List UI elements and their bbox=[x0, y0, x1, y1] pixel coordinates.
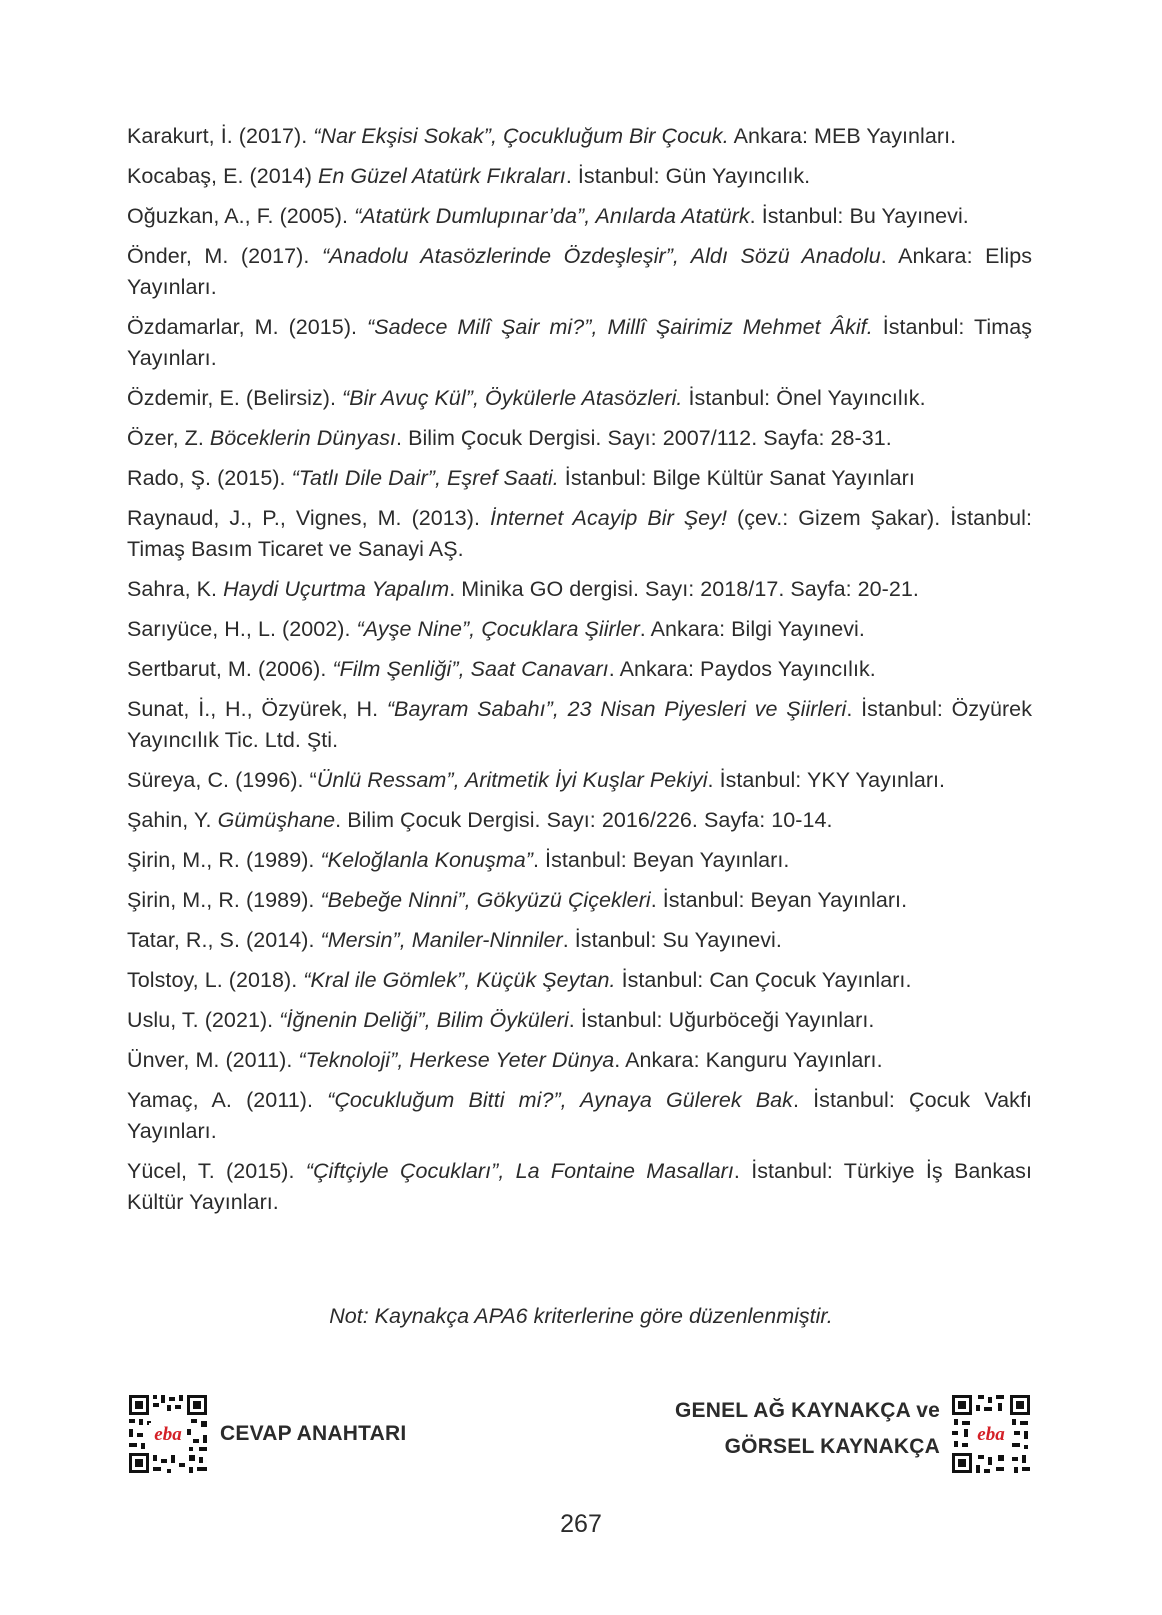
qr-code-icon bbox=[950, 1393, 1032, 1475]
reference-item: Raynaud, J., P., Vignes, M. (2013). İnternet Acayip Bir Şey! (çev.: Gizem Şakar). İstanbul: Timaş Basım Ticaret ve Sanayi AŞ. bbox=[127, 506, 1033, 561]
apa-note: Not: Kaynakça APA6 kriterlerine göre düzenlenmiştir. bbox=[329, 1304, 833, 1328]
page-number: 267 bbox=[560, 1510, 602, 1538]
qr-code-references[interactable] bbox=[950, 1393, 1032, 1475]
qr-code-icon bbox=[127, 1393, 209, 1475]
qr-code-answer-key[interactable] bbox=[127, 1393, 209, 1475]
reference-item: Sunat, İ., H., Özyürek, H. “Bayram Sabahı”, 23 Nisan Piyesleri ve Şiirleri. İstanbul: Özyürek Yayıncılık Tic. Ltd. Şti. bbox=[127, 697, 1032, 752]
reference-item: Şirin, M., R. (1989). “Bebeğe Ninni”, Gökyüzü Çiçekleri. İstanbul: Beyan Yayınları. bbox=[127, 888, 908, 912]
reference-item: Oğuzkan, A., F. (2005). “Atatürk Dumlupınar’da”, Anılarda Atatürk. İstanbul: Bu Yayınevi. bbox=[127, 204, 969, 228]
reference-item: Özdamarlar, M. (2015). “Sadece Milî Şair mi?”, Millî Şairimiz Mehmet Âkif. İstanbul: Timaş Yayınları. bbox=[127, 315, 1033, 370]
reference-item: Tatar, R., S. (2014). “Mersin”, Maniler-Ninniler. İstanbul: Su Yayınevi. bbox=[127, 928, 782, 952]
references-label[interactable] bbox=[675, 1393, 940, 1465]
reference-item: Yamaç, A. (2011). “Çocukluğum Bitti mi?”, Aynaya Gülerek Bak. İstanbul: Çocuk Vakfı Yayınları. bbox=[127, 1088, 1032, 1143]
references-label-line2: GÖRSEL KAYNAKÇA bbox=[724, 1435, 940, 1458]
eba-logo-icon: eba bbox=[977, 1424, 1005, 1445]
reference-item: Sahra, K. Haydi Uçurtma Yapalım. Minika GO dergisi. Sayı: 2018/17. Sayfa: 20-21. bbox=[127, 577, 919, 601]
reference-item: Karakurt, İ. (2017). “Nar Ekşisi Sokak”, Çocukluğum Bir Çocuk. Ankara: MEB Yayınları. bbox=[127, 124, 957, 148]
reference-item: Önder, M. (2017). “Anadolu Atasözlerinde Özdeşleşir”, Aldı Sözü Anadolu. Ankara: Elips Yayınları. bbox=[127, 244, 1032, 299]
eba-logo-icon: eba bbox=[154, 1424, 182, 1445]
reference-item: Sarıyüce, H., L. (2002). “Ayşe Nine”, Çocuklara Şiirler. Ankara: Bilgi Yayınevi. bbox=[127, 617, 865, 641]
reference-item: Süreya, C. (1996). “Ünlü Ressam”, Aritmetik İyi Kuşlar Pekiyi. İstanbul: YKY Yayınları. bbox=[127, 768, 946, 792]
reference-item: Özdemir, E. (Belirsiz). “Bir Avuç Kül”, Öykülerle Atasözleri. İstanbul: Önel Yayıncılık. bbox=[127, 386, 926, 410]
reference-item: Özer, Z. Böceklerin Dünyası. Bilim Çocuk Dergisi. Sayı: 2007/112. Sayfa: 28-31. bbox=[127, 426, 892, 450]
reference-item: Şahin, Y. Gümüşhane. Bilim Çocuk Dergisi. Sayı: 2016/226. Sayfa: 10-14. bbox=[127, 808, 833, 832]
reference-item: Tolstoy, L. (2018). “Kral ile Gömlek”, Küçük Şeytan. İstanbul: Can Çocuk Yayınları. bbox=[127, 968, 912, 992]
reference-item: Sertbarut, M. (2006). “Film Şenliği”, Saat Canavarı. Ankara: Paydos Yayıncılık. bbox=[127, 657, 876, 681]
reference-item: Rado, Ş. (2015). “Tatlı Dile Dair”, Eşref Saati. İstanbul: Bilge Kültür Sanat Yayınları bbox=[127, 466, 915, 490]
reference-item: Ünver, M. (2011). “Teknoloji”, Herkese Yeter Dünya. Ankara: Kanguru Yayınları. bbox=[127, 1048, 883, 1072]
references-label-line1: GENEL AĞ KAYNAKÇA ve bbox=[674, 1399, 940, 1422]
answer-key-label[interactable]: CEVAP ANAHTARI bbox=[220, 1422, 407, 1445]
reference-item: Yücel, T. (2015). “Çiftçiyle Çocukları”, La Fontaine Masalları. İstanbul: Türkiye İş Bankası Kültür Yayınları. bbox=[127, 1159, 1032, 1214]
reference-item: Uslu, T. (2021). “İğnenin Deliği”, Bilim Öyküleri. İstanbul: Uğurböceği Yayınları. bbox=[127, 1008, 875, 1032]
reference-item: Kocabaş, E. (2014) En Güzel Atatürk Fıkraları. İstanbul: Gün Yayıncılık. bbox=[127, 164, 811, 188]
reference-item: Şirin, M., R. (1989). “Keloğlanla Konuşma”. İstanbul: Beyan Yayınları. bbox=[127, 848, 790, 872]
reference-list bbox=[127, 121, 1032, 1227]
